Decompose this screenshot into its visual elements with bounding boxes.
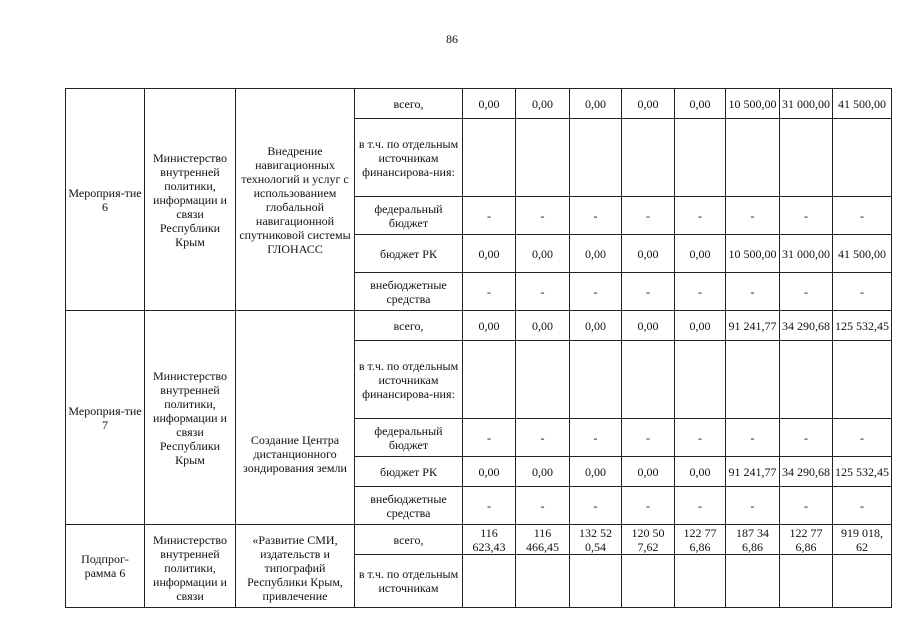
- amount-cell: -: [780, 419, 833, 457]
- funding-source: внебюджетные средства: [355, 487, 463, 525]
- amount-cell: [675, 119, 726, 197]
- funding-source: федеральный бюджет: [355, 419, 463, 457]
- amount-cell: -: [516, 273, 570, 311]
- amount-cell: -: [675, 419, 726, 457]
- amount-cell: -: [622, 487, 675, 525]
- amount-cell: -: [622, 419, 675, 457]
- responsible-executor: Министерство внутренней политики, информации и связи: [145, 525, 236, 608]
- amount-cell: 31 000,00: [780, 89, 833, 119]
- amount-cell: [516, 341, 570, 419]
- amount-cell: 10 500,00: [726, 235, 780, 273]
- amount-cell: -: [570, 273, 622, 311]
- amount-cell: -: [463, 273, 516, 311]
- budget-table: [65, 88, 892, 608]
- amount-cell: 0,00: [516, 457, 570, 487]
- amount-cell: -: [463, 419, 516, 457]
- amount-cell: -: [780, 197, 833, 235]
- amount-cell: [516, 555, 570, 608]
- amount-cell: 919 018, 62: [833, 525, 892, 555]
- table-row: [66, 89, 892, 119]
- amount-cell: -: [726, 419, 780, 457]
- measure-description: Внедрение навигационных технологий и услуг с использованием глобальной навигационной спутниковой системы ГЛОНАСС: [236, 89, 355, 311]
- amount-cell: 91 241,77: [726, 457, 780, 487]
- amount-cell: 125 532,45: [833, 457, 892, 487]
- amount-cell: [833, 341, 892, 419]
- amount-cell: 31 000,00: [780, 235, 833, 273]
- amount-cell: -: [833, 487, 892, 525]
- amount-cell: 0,00: [463, 311, 516, 341]
- amount-cell: 0,00: [622, 311, 675, 341]
- amount-cell: [780, 555, 833, 608]
- funding-source: федеральный бюджет: [355, 197, 463, 235]
- amount-cell: -: [675, 487, 726, 525]
- amount-cell: -: [675, 273, 726, 311]
- amount-cell: 34 290,68: [780, 311, 833, 341]
- amount-cell: 132 52 0,54: [570, 525, 622, 555]
- amount-cell: [516, 119, 570, 197]
- amount-cell: -: [570, 487, 622, 525]
- amount-cell: -: [463, 487, 516, 525]
- funding-source: в т.ч. по отдельным источникам финансирова-ния:: [355, 341, 463, 419]
- amount-cell: -: [675, 197, 726, 235]
- amount-cell: 0,00: [570, 311, 622, 341]
- measure-description: Создание Центра дистанционного зондирования земли: [236, 311, 355, 525]
- amount-cell: 41 500,00: [833, 235, 892, 273]
- amount-cell: 0,00: [675, 311, 726, 341]
- amount-cell: 0,00: [570, 235, 622, 273]
- amount-cell: 116 623,43: [463, 525, 516, 555]
- table-row: [66, 311, 892, 341]
- amount-cell: [833, 555, 892, 608]
- amount-cell: -: [622, 197, 675, 235]
- responsible-executor: Министерство внутренней политики, информации и связи Республики Крым: [145, 311, 236, 525]
- amount-cell: 34 290,68: [780, 457, 833, 487]
- amount-cell: 120 50 7,62: [622, 525, 675, 555]
- measure-description: «Развитие СМИ, издательств и типографий Республики Крым, привлечение: [236, 525, 355, 608]
- funding-source: всего,: [355, 525, 463, 555]
- amount-cell: 0,00: [675, 89, 726, 119]
- amount-cell: 0,00: [463, 235, 516, 273]
- amount-cell: 0,00: [516, 235, 570, 273]
- amount-cell: -: [726, 487, 780, 525]
- amount-cell: [570, 119, 622, 197]
- amount-cell: 41 500,00: [833, 89, 892, 119]
- amount-cell: -: [622, 273, 675, 311]
- amount-cell: 122 77 6,86: [780, 525, 833, 555]
- page-number: 86: [446, 32, 458, 46]
- amount-cell: 91 241,77: [726, 311, 780, 341]
- funding-source: бюджет РК: [355, 235, 463, 273]
- amount-cell: -: [570, 419, 622, 457]
- amount-cell: -: [780, 487, 833, 525]
- amount-cell: [622, 555, 675, 608]
- amount-cell: -: [516, 487, 570, 525]
- amount-cell: -: [780, 273, 833, 311]
- funding-source: всего,: [355, 89, 463, 119]
- funding-source: в т.ч. по отдельным источникам финансирова-ния:: [355, 119, 463, 197]
- amount-cell: 0,00: [463, 89, 516, 119]
- amount-cell: -: [516, 419, 570, 457]
- funding-source: бюджет РК: [355, 457, 463, 487]
- amount-cell: [726, 341, 780, 419]
- amount-cell: [622, 119, 675, 197]
- amount-cell: -: [833, 419, 892, 457]
- amount-cell: 0,00: [570, 457, 622, 487]
- amount-cell: 0,00: [516, 311, 570, 341]
- amount-cell: 116 466,45: [516, 525, 570, 555]
- amount-cell: [622, 341, 675, 419]
- measure-label: Подпрог-рамма 6: [66, 525, 145, 608]
- amount-cell: -: [833, 273, 892, 311]
- amount-cell: [463, 119, 516, 197]
- amount-cell: 0,00: [622, 235, 675, 273]
- amount-cell: [675, 341, 726, 419]
- amount-cell: [780, 119, 833, 197]
- amount-cell: 122 77 6,86: [675, 525, 726, 555]
- measure-label: Мероприя-тие 6: [66, 89, 145, 311]
- amount-cell: 0,00: [622, 457, 675, 487]
- amount-cell: 187 34 6,86: [726, 525, 780, 555]
- amount-cell: -: [570, 197, 622, 235]
- amount-cell: 0,00: [675, 457, 726, 487]
- amount-cell: 10 500,00: [726, 89, 780, 119]
- funding-source: внебюджетные средства: [355, 273, 463, 311]
- amount-cell: 125 532,45: [833, 311, 892, 341]
- funding-source: в т.ч. по отдельным источникам: [355, 555, 463, 608]
- amount-cell: -: [726, 197, 780, 235]
- table-row: [66, 525, 892, 555]
- amount-cell: [463, 341, 516, 419]
- amount-cell: [780, 341, 833, 419]
- amount-cell: 0,00: [622, 89, 675, 119]
- amount-cell: [833, 119, 892, 197]
- amount-cell: [570, 341, 622, 419]
- funding-source: всего,: [355, 311, 463, 341]
- measure-label: Мероприя-тие 7: [66, 311, 145, 525]
- amount-cell: [463, 555, 516, 608]
- amount-cell: -: [833, 197, 892, 235]
- responsible-executor: Министерство внутренней политики, информации и связи Республики Крым: [145, 89, 236, 311]
- amount-cell: [570, 555, 622, 608]
- amount-cell: 0,00: [570, 89, 622, 119]
- amount-cell: [726, 555, 780, 608]
- amount-cell: [726, 119, 780, 197]
- amount-cell: 0,00: [516, 89, 570, 119]
- amount-cell: -: [516, 197, 570, 235]
- amount-cell: -: [463, 197, 516, 235]
- amount-cell: 0,00: [675, 235, 726, 273]
- amount-cell: -: [726, 273, 780, 311]
- amount-cell: [675, 555, 726, 608]
- amount-cell: 0,00: [463, 457, 516, 487]
